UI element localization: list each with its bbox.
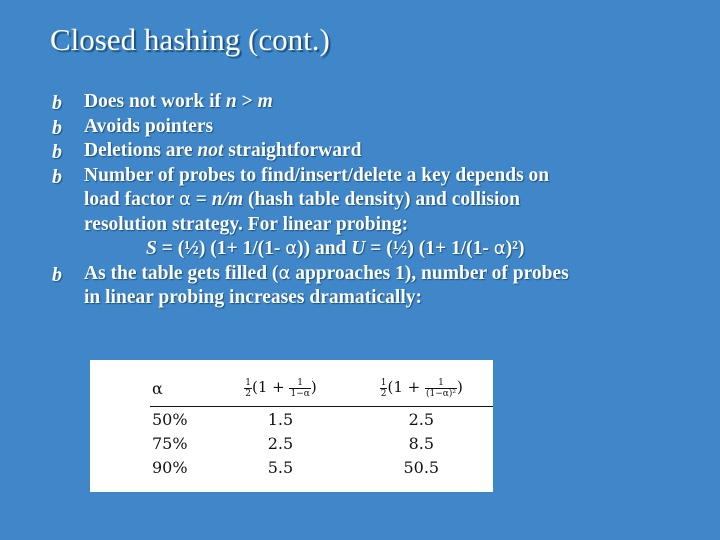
successful-fraction <box>289 378 310 399</box>
paren-open: (1 + <box>251 378 290 397</box>
bullet-text: Deletions are <box>84 140 198 161</box>
cell-successful: 2.5 <box>267 433 294 453</box>
header-successful <box>211 370 349 407</box>
slide-title: Closed hashing (cont.) <box>50 22 330 57</box>
emphasis-not: not <box>197 140 224 161</box>
frac-num: 1 <box>289 378 310 389</box>
paren-open: (1 + <box>387 378 425 397</box>
bullet-text: approaches 1), number of probes <box>290 262 569 284</box>
half-fraction <box>244 378 252 399</box>
load-factor-expr: n/m <box>211 189 244 210</box>
table-header-row <box>150 370 493 407</box>
var-m: m <box>257 91 273 112</box>
table-row <box>150 431 493 455</box>
bullet-item-1 <box>52 90 702 115</box>
var-n: n <box>225 91 237 112</box>
header-unsuccessful <box>350 370 493 407</box>
cell-successful: 5.5 <box>267 457 294 477</box>
half-den: 2 <box>380 388 387 399</box>
bullet-icon: b <box>52 92 62 114</box>
frac-num: 1 <box>425 378 457 389</box>
bullet-icon: b <box>52 141 62 163</box>
table-row <box>150 455 493 479</box>
bullet-item-4 <box>52 164 702 262</box>
var-S: S <box>146 238 157 259</box>
cell-alpha: 90% <box>152 457 188 477</box>
formula-text: = (½) (1+ 1/(1- <box>156 238 286 259</box>
alpha-symbol: α <box>278 262 291 284</box>
probe-table-image <box>90 360 493 492</box>
operator: = <box>190 189 212 210</box>
formula-text: = (½) (1+ 1/(1- <box>365 238 494 259</box>
var-U: U <box>351 238 366 259</box>
bullet-text-line1: Number of probes to find/insert/delete a key depends on <box>84 164 550 186</box>
bullet-text-line3: resolution strategy. For linear probing: <box>84 213 409 235</box>
bullet-item-3 <box>52 139 702 164</box>
probe-formula <box>84 237 702 262</box>
bullet-text: load factor <box>84 189 179 210</box>
cell-unsuccessful: 2.5 <box>408 409 435 429</box>
bullet-text: straightforward <box>223 140 362 161</box>
half-num: 1 <box>380 377 387 388</box>
table-row <box>150 407 493 432</box>
bullet-text: As the table gets filled ( <box>84 262 279 284</box>
alpha-symbol: α <box>493 238 506 259</box>
cell-alpha: 50% <box>152 409 188 429</box>
bullet-icon: b <box>52 165 62 188</box>
bullet-text: (hash table density) and collision <box>243 189 521 210</box>
bullet-icon: b <box>52 116 62 139</box>
paren-close: ) <box>456 378 463 397</box>
operator: > <box>236 91 258 112</box>
cell-successful: 1.5 <box>267 409 294 429</box>
header-alpha: α <box>152 378 163 398</box>
bullet-item-2 <box>52 115 702 140</box>
frac-den: (1−α)² <box>425 388 456 399</box>
alpha-symbol: α <box>285 238 298 259</box>
alpha-symbol: α <box>178 189 191 210</box>
unsuccessful-fraction <box>425 378 457 399</box>
bullet-item-5 <box>52 262 702 311</box>
frac-den: 1−α <box>290 388 310 399</box>
paren-close: ) <box>310 378 317 397</box>
bullet-text-line2: in linear probing increases dramatically: <box>84 287 423 308</box>
cell-unsuccessful: 8.5 <box>408 433 435 453</box>
bullet-list <box>52 90 702 311</box>
cell-alpha: 75% <box>152 433 188 453</box>
half-num: 1 <box>245 377 251 388</box>
bullet-text: Does not work if <box>84 91 226 112</box>
formula-text: )) and <box>297 238 352 259</box>
probe-table <box>150 370 493 479</box>
cell-unsuccessful: 50.5 <box>403 457 440 477</box>
bullet-icon: b <box>52 263 62 286</box>
formula-text: )²) <box>505 238 525 259</box>
half-den: 2 <box>245 388 251 399</box>
bullet-text: Avoids pointers <box>84 115 214 137</box>
